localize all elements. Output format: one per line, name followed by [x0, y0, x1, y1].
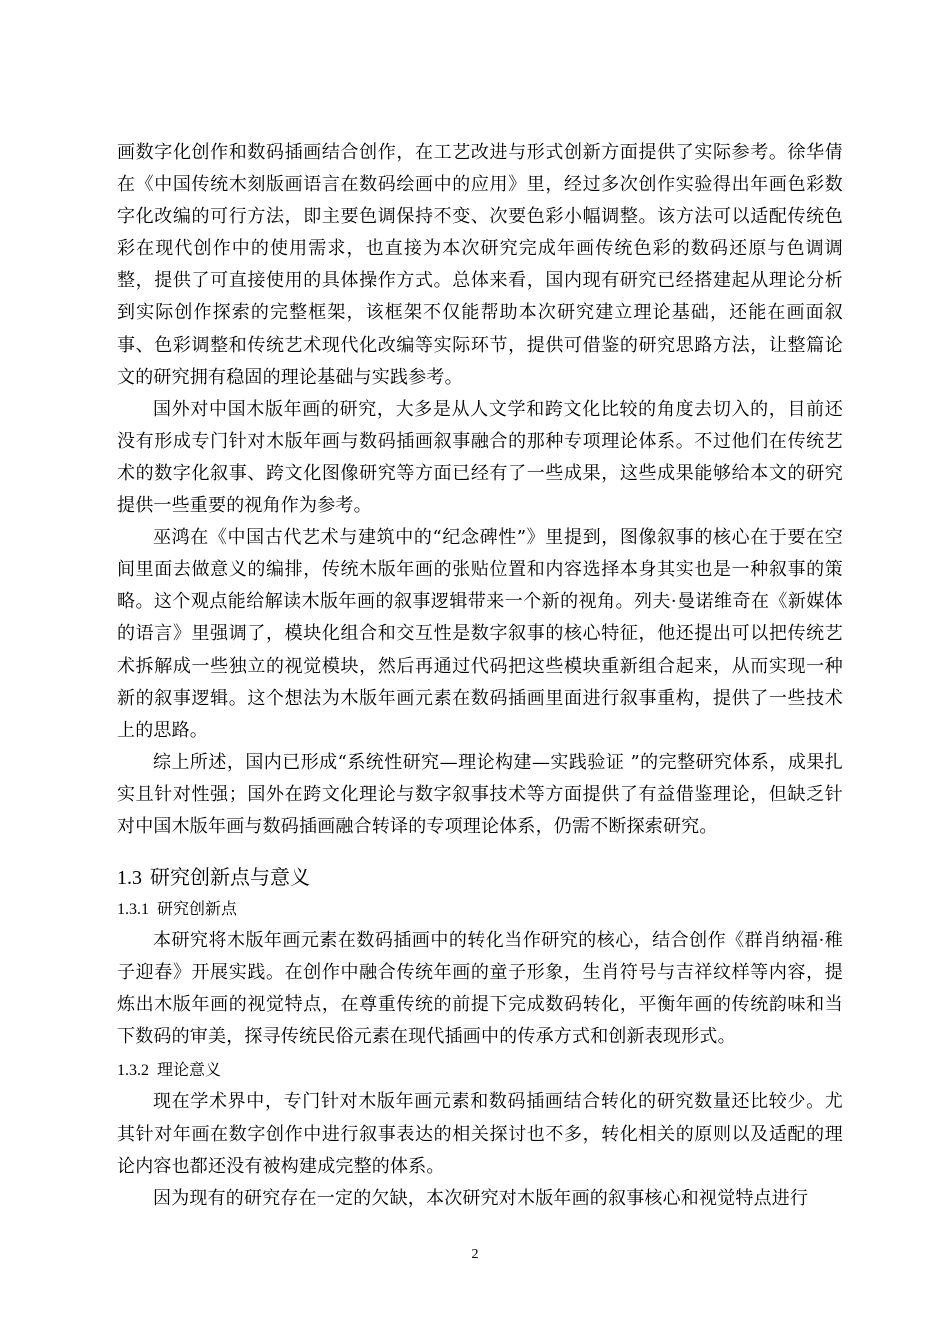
section-title: 研究创新点与意义 — [150, 865, 310, 890]
subsection-number: 1.3.2 — [117, 1062, 149, 1080]
body-paragraph: 因为现有的研究存在一定的欠缺，本次研究对木版年画的叙事核心和视觉特点进行 — [153, 1187, 809, 1209]
subsection-heading — [117, 1053, 843, 1086]
body-paragraph: 本研究将木版年画元素在数码插画中的转化当作研究的核心，结合创作《群肖纳福·稚子迎春》开展实践。在创作中融合传统年画的童子形象，生肖符号与吉祥纹样等内容，提炼出木版年画的视觉特点，在尊重传统的前提下完成数码转化，平衡年画的传统韵味和当下数码的审美，探寻传统民俗元素在现代插画中的传承方式和创新表现形式。 — [117, 930, 843, 1048]
section-number: 1.3 — [117, 867, 142, 890]
document-body — [117, 137, 843, 1215]
body-paragraph: 画数字化创作和数码插画结合创作，在工艺改进与形式创新方面提供了实际参考。徐华倩在《中国传统木刻版画语言在数码绘画中的应用》里，经过多次创作实验得出年画色彩数字化改编的可行方法，即主要色调保持不变、次要色彩小幅调整。该方法可以适配传统色彩在现代创作中的使用需求，也直接为本次研究完成年画传统色彩的数码还原与色调调整，提供了可直接使用的具体操作方式。总体来看，国内现有研究已经搭建起从理论分析到实际创作探索的完整框架，该框架不仅能帮助本次研究建立理论基础，还能在画面叙事、色彩调整和传统艺术现代化改编等实际环节，提供可借鉴的研究思路方法，让整篇论文的研究拥有稳固的理论基础与实践参考。 — [117, 142, 843, 388]
page-number: 2 — [471, 1247, 479, 1262]
body-paragraph: 巫鸿在《中国古代艺术与建筑中的“纪念碑性”》里提到，图像叙事的核心在于要在空间里面去做意义的编排，传统木版年画的张贴位置和内容选择本身其实也是一种叙事的策略。这个观点能给解读木版年画的叙事逻辑带来一个新的视角。列夫·曼诺维奇在《新媒体的语言》里强调了，模块化组合和交互性是数字叙事的核心特征，他还提出可以把传统艺术拆解成一些独立的视觉模块，然后再通过代码把这些模块重新组合起来，从而实现一种新的叙事逻辑。这个想法为木版年画元素在数码插画里面进行叙事重构，提供了一些技术上的思路。 — [117, 527, 843, 741]
subsection-title: 理论意义 — [157, 1060, 222, 1080]
body-paragraph: 现在学术界中，专门针对木版年画元素和数码插画结合转化的研究数量还比较少。尤其针对年画在数字创作中进行叙事表达的相关探讨也不多，转化相关的原则以及适配的理论内容也都还没有被构建成完整的体系。 — [117, 1091, 843, 1177]
body-paragraph: 国外对中国木版年画的研究，大多是从人文学和跨文化比较的角度去切入的，目前还没有形成专门针对木版年画与数码插画叙事融合的那种专项理论体系。不过他们在传统艺术的数字化叙事、跨文化图像研究等方面已经有了一些成果，这些成果能够给本文的研究提供一些重要的视角作为参考。 — [117, 398, 843, 517]
subsection-title: 研究创新点 — [157, 899, 238, 919]
subsection-number: 1.3.1 — [117, 901, 149, 919]
section-heading — [117, 862, 843, 892]
body-paragraph: 综上所述，国内已形成“系统性研究—理论构建—实践验证 ”的完整研究体系，成果扎实且针对性强；国外在跨文化理论与数字叙事技术等方面提供了有益借鉴理论，但缺乏针对中国木版年画与数码插画融合转译的专项理论体系，仍需不断探索研究。 — [117, 751, 843, 837]
subsection-heading — [117, 892, 843, 925]
